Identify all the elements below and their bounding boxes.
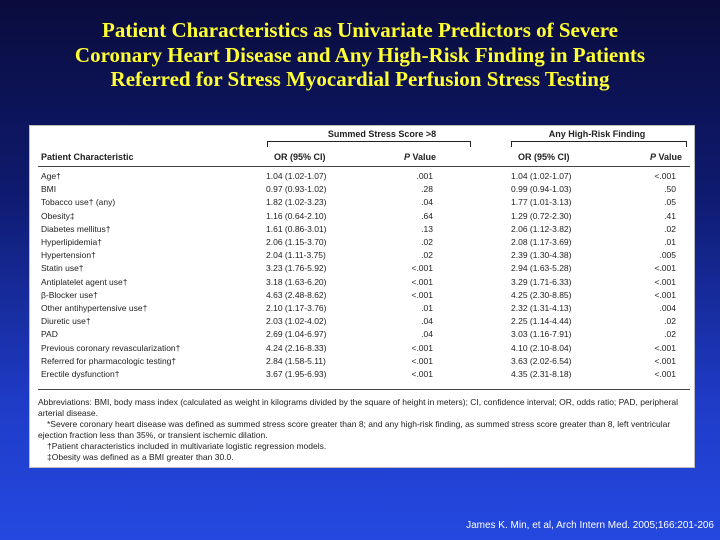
or-ci-summed: 3.18 (1.63-6.20) [266,276,327,287]
p-value-high-risk: .50 [664,184,676,195]
or-ci-high-risk: 2.08 (1.17-3.69) [511,237,572,247]
footnotes [38,397,690,463]
table-row [30,210,696,223]
row-label: Diuretic use† [41,316,91,327]
group-header-summed-stress-score: Summed Stress Score >8 [327,129,437,139]
table-panel [29,125,695,468]
table-row [30,249,696,262]
or-ci-summed: 1.61 (0.86-3.01) [266,223,327,234]
or-ci-summed: 2.04 (1.11-3.75) [266,250,326,261]
p-value-summed: <.001 [411,369,433,379]
p-value-high-risk: .004 [659,303,676,313]
table-row [30,328,696,341]
or-ci-high-risk: 2.94 (1.63-5.28) [511,263,572,274]
or-ci-high-risk: 4.25 (2.30-8.85) [511,289,572,300]
p-value-high-risk: <.001 [654,276,676,287]
or-ci-high-risk: 0.99 (0.94-1.03) [511,184,572,195]
table-row [30,315,696,328]
group-bracket-any-high-risk [511,141,687,147]
footnote-abbreviations: Abbreviations: BMI, body mass index (calculated as weight in kilograms divided by the square of height in meters); CI, confidence interval; OR, odds ratio; PAD, peripheral arterial disease. [38,397,679,418]
or-ci-high-risk: 3.63 (2.02-6.54) [511,355,572,366]
table-row [30,342,696,355]
p-value-summed: .04 [421,316,433,327]
p-value-high-risk: <.001 [654,355,676,366]
p-value-summed: .001 [416,171,433,181]
row-label: Previous coronary revascularization† [41,342,181,353]
group-bracket-summed-stress-score [267,141,471,147]
p-value-high-risk: .02 [664,329,676,340]
title-line-2: Coronary Heart Disease and Any High-Risk Finding in Patients [74,42,646,67]
p-value-high-risk: .05 [664,197,676,208]
p-value-summed: <.001 [411,289,433,300]
or-ci-summed: 2.06 (1.15-3.70) [266,237,327,247]
row-label: Hypertension† [41,250,96,261]
citation: James K. Min, et al, Arch Intern Med. 2005;166:201-206 [466,520,714,531]
p-value-summed: <.001 [411,263,433,274]
column-header-characteristic: Patient Characteristic [41,152,134,162]
row-label: PAD [41,329,58,340]
footnote-multivariate: †Patient characteristics included in multivariate logistic regression models. [47,441,327,451]
p-value-summed: .04 [421,329,433,340]
row-label: Hyperlipidemia† [41,237,102,247]
row-label: Diabetes mellitus† [41,223,111,234]
row-label: Statin use† [41,263,84,274]
or-ci-high-risk: 1.77 (1.01-3.13) [511,197,572,208]
or-ci-high-risk: 2.32 (1.31-4.13) [511,303,572,313]
footnote-obesity: ‡Obesity was defined as a BMI greater than 30.0. [47,452,234,462]
p-value-summed: .02 [421,250,433,261]
p-value-high-risk: .41 [664,210,676,221]
p-value-high-risk: <.001 [654,342,676,353]
or-ci-summed: 0.97 (0.93-1.02) [266,184,327,195]
column-header-p-value-1: P Value [404,152,437,162]
table-row [30,368,696,381]
or-ci-summed: 1.16 (0.64-2.10) [266,210,327,221]
or-ci-high-risk: 4.10 (2.10-8.04) [511,342,572,353]
header-rule [38,166,690,167]
or-ci-high-risk: 2.06 (1.12-3.82) [511,223,572,234]
or-ci-high-risk: 2.25 (1.14-4.44) [511,316,572,327]
body-rule [38,389,690,390]
or-ci-high-risk: 4.35 (2.31-8.18) [511,369,572,379]
p-value-high-risk: <.001 [654,263,676,274]
p-value-high-risk: .02 [664,316,676,327]
row-label: Age† [41,171,61,181]
p-value-summed: .64 [421,210,433,221]
p-value-high-risk: <.001 [654,369,676,379]
row-label: Obesity‡ [41,210,75,221]
or-ci-high-risk: 3.29 (1.71-6.33) [511,276,572,287]
group-header-any-high-risk: Any High-Risk Finding [548,129,646,139]
or-ci-summed: 4.63 (2.48-8.62) [266,289,327,300]
p-value-summed: <.001 [411,342,433,353]
row-label: Tobacco use† (any) [41,197,116,208]
table-row [30,223,696,236]
table-row [30,170,696,183]
p-value-high-risk: .005 [659,250,676,261]
or-ci-summed: 2.10 (1.17-3.76) [266,303,327,313]
p-value-summed: .02 [421,237,433,247]
or-ci-summed: 2.69 (1.04-6.97) [266,329,327,340]
table-row [30,183,696,196]
or-ci-summed: 3.23 (1.76-5.92) [266,263,327,274]
p-value-summed: <.001 [411,276,433,287]
row-label: Other antihypertensive use† [41,303,148,313]
or-ci-high-risk: 2.39 (1.30-4.38) [511,250,572,261]
p-value-high-risk: .01 [664,237,676,247]
table-row [30,196,696,209]
row-label: Antiplatelet agent use† [41,276,128,287]
p-value-summed: .13 [421,223,433,234]
or-ci-high-risk: 3.03 (1.16-7.91) [511,329,572,340]
table-row [30,236,696,249]
or-ci-summed: 1.82 (1.02-3.23) [266,197,327,208]
row-label: Referred for pharmacologic testing† [41,355,177,366]
or-ci-summed: 4.24 (2.16-8.33) [266,342,327,353]
or-ci-high-risk: 1.29 (0.72-2.30) [511,210,572,221]
footnote-definition: *Severe coronary heart disease was defined as summed stress score greater than 8; and any high-risk finding, as summed stress score greater than 8, left ventricular ejection fraction less than 35%, or transient ischemic dilation. [38,419,671,440]
slide-title [0,18,720,92]
p-value-summed: .28 [421,184,433,195]
or-ci-summed: 3.67 (1.95-6.93) [266,369,327,379]
p-value-summed: .04 [421,197,433,208]
table-row [30,355,696,368]
table-row [30,302,696,315]
table-row [30,289,696,302]
p-value-summed: <.001 [411,355,433,366]
table-row [30,262,696,275]
p-value-summed: .01 [421,303,433,313]
row-label: BMI [41,184,57,195]
or-ci-summed: 2.84 (1.58-5.11) [266,355,326,366]
title-line-3: Referred for Stress Myocardial Perfusion Stress Testing [110,67,610,91]
p-value-high-risk: .02 [664,223,676,234]
column-header-p-value-2: P Value [650,152,683,162]
p-value-high-risk: <.001 [654,289,676,300]
or-ci-summed: 2.03 (1.02-4.02) [266,316,327,327]
or-ci-summed: 1.04 (1.02-1.07) [266,171,327,181]
column-header-or-1: OR (95% CI) [274,152,326,162]
row-label: β-Blocker use† [41,289,98,300]
p-value-high-risk: <.001 [654,171,676,181]
row-label: Erectile dysfunction† [41,369,120,379]
column-header-or-2: OR (95% CI) [518,152,570,162]
or-ci-high-risk: 1.04 (1.02-1.07) [511,171,572,181]
title-line-1: Patient Characteristics as Univariate Predictors of Severe [102,18,618,42]
table-row [30,276,696,289]
